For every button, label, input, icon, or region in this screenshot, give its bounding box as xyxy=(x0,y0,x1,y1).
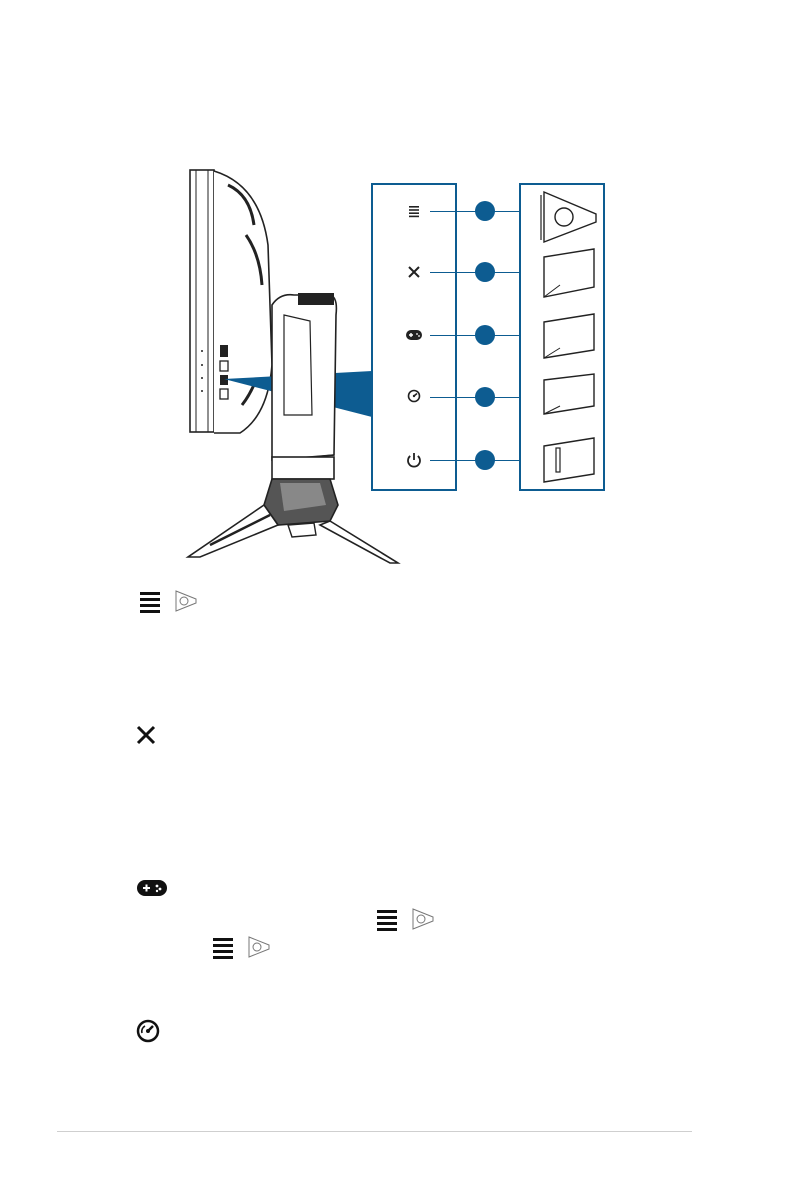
gamevisual-icon xyxy=(136,878,168,898)
gameplus-icon xyxy=(136,1019,160,1043)
callout-number xyxy=(475,262,495,282)
gamevisual-icon xyxy=(405,328,423,342)
button-shape xyxy=(540,370,598,420)
footer-divider xyxy=(57,1131,692,1132)
close-icon xyxy=(136,725,156,745)
menu-icon xyxy=(407,205,421,219)
callout-number xyxy=(475,201,495,221)
button-shape xyxy=(540,245,598,301)
close-icon xyxy=(407,265,421,279)
power-icon xyxy=(405,451,423,469)
callout-number xyxy=(475,387,495,407)
gameplus-icon xyxy=(407,389,421,403)
menu-icon xyxy=(139,590,161,614)
power-button-shape xyxy=(540,432,598,488)
callout-number xyxy=(475,325,495,345)
callout-number xyxy=(475,450,495,470)
menu-icon xyxy=(212,936,234,960)
joystick-icon xyxy=(411,908,435,930)
button-shape xyxy=(540,308,598,364)
menu-icon xyxy=(376,908,398,932)
joystick-button-shape xyxy=(538,190,600,244)
joystick-icon xyxy=(247,936,271,958)
joystick-icon xyxy=(174,590,198,612)
